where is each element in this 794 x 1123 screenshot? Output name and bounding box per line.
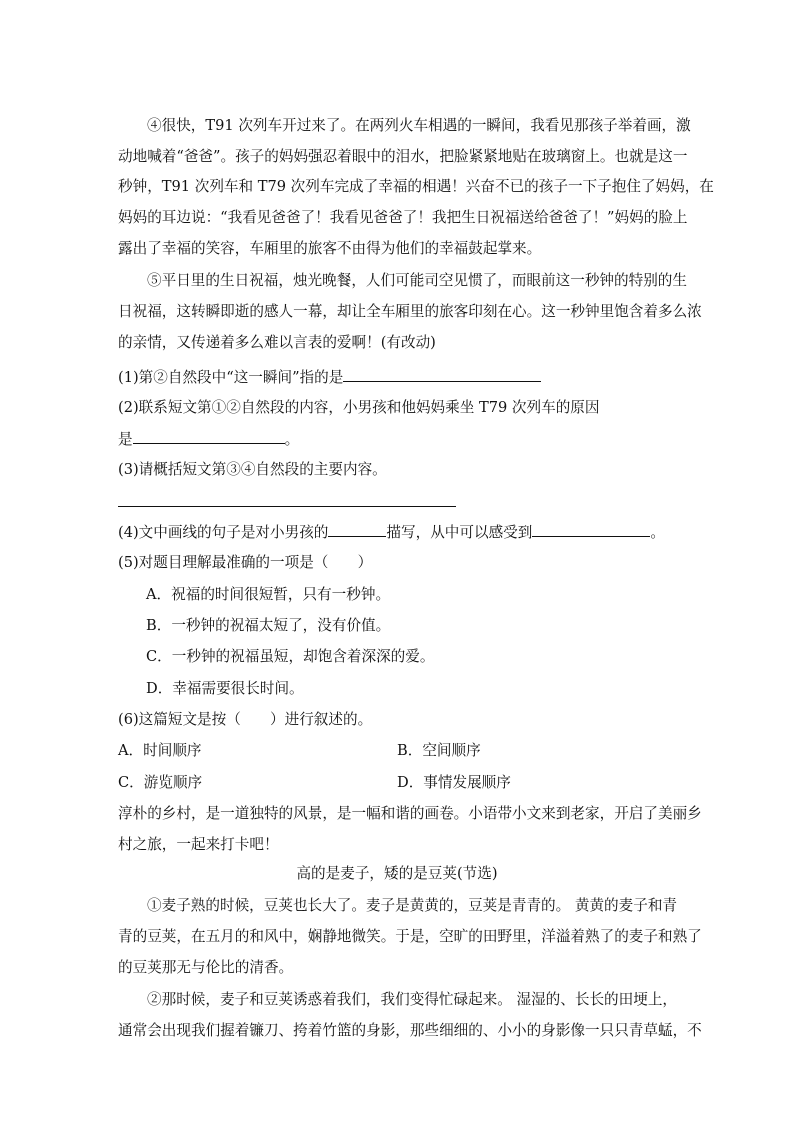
intro-line-2: 村之旅，一起来打卡吧！ — [118, 836, 279, 853]
question-5-option-a[interactable]: A．祝福的时间很短暂，只有一秒钟。 — [146, 586, 391, 603]
question-4 — [0, 522, 794, 543]
answer-blank-q2[interactable] — [133, 429, 285, 444]
question-1 — [0, 367, 794, 388]
question-5-option-d[interactable]: D．幸福需要很长时间。 — [146, 680, 304, 697]
passage1-p5-line-2: 日祝福，这转瞬即逝的感人一幕，却让全车厢里的旅客印刻在心。这一秒钟里饱含着多么浓 — [118, 303, 702, 320]
passage2-p1-line-3: 的豆荚那无与伦比的清香。 — [118, 959, 294, 976]
question-2-suffix: 。 — [284, 431, 300, 448]
question-4-part-1: (4)文中画线的句子是对小男孩的 — [118, 524, 329, 541]
question-2-line-1: (2)联系短文第①②自然段的内容，小男孩和他妈妈乘坐 T79 次列车的原因 — [118, 399, 600, 416]
question-6-option-b[interactable]: B．空间顺序 — [397, 742, 481, 759]
answer-blank-q1[interactable] — [343, 367, 541, 382]
question-5: (5)对题目理解最准确的一项是（ ） — [118, 554, 373, 571]
question-4-part-2: 描写，从中可以感受到 — [386, 524, 533, 541]
passage1-p4-line-3: 秒钟，T91 次列车和 T79 次列车完成了幸福的相遇！兴奋不已的孩子一下子抱住了妈妈，在 — [118, 178, 714, 195]
answer-line-q3[interactable] — [118, 506, 456, 507]
question-2-prefix: 是 — [118, 431, 133, 448]
question-1-text: (1)第②自然段中“这一瞬间”指的是 — [118, 369, 344, 386]
answer-blank-q4-b[interactable] — [532, 522, 650, 537]
passage2-p2-line-1: ②那时候，麦子和豆荚诱惑着我们，我们变得忙碌起来。 湿湿的、长长的田埂上， — [147, 991, 678, 1008]
passage2-p1-line-2: 青的豆荚，在五月的和风中，娴静地微笑。于是，空旷的田野里，洋溢着熟了的麦子和熟了 — [118, 928, 702, 945]
passage2-title: 高的是麦子，矮的是豆荚(节选) — [296, 865, 498, 882]
question-6-option-c[interactable]: C．游览顺序 — [118, 774, 203, 791]
passage1-p4-line-4: 妈妈的耳边说：“我看见爸爸了！我看见爸爸了！我把生日祝福送给爸爸了！”妈妈的脸上 — [118, 209, 688, 226]
passage1-p5-line-3: 的亲情，又传递着多么难以言表的爱啊！(有改动) — [118, 334, 436, 351]
question-2-line-2 — [0, 429, 794, 450]
question-5-option-b[interactable]: B．一秒钟的祝福太短了，没有价值。 — [146, 617, 391, 634]
passage1-p4-line-1: ④很快，T91 次列车开过来了。在两列火车相遇的一瞬间，我看见那孩子举着画，激 — [147, 117, 691, 134]
passage1-p4-line-5: 露出了幸福的笑容，车厢里的旅客不由得为他们的幸福鼓起掌来。 — [118, 240, 542, 257]
question-5-option-c[interactable]: C．一秒钟的祝福虽短，却饱含着深深的爱。 — [146, 648, 435, 665]
passage2-p1-line-1: ①麦子熟的时候，豆荚也长大了。麦子是黄黄的，豆荚是青青的。 黄黄的麦子和青 — [147, 897, 678, 914]
question-6-option-a[interactable]: A．时间顺序 — [118, 742, 202, 759]
passage1-p4-line-2: 动地喊着“爸爸”。孩子的妈妈强忍着眼中的泪水，把脸紧紧地贴在玻璃窗上。也就是这一 — [118, 148, 688, 165]
question-6: (6)这篇短文是按（ ）进行叙述的。 — [118, 711, 373, 728]
passage2-p2-line-2: 通常会出现我们握着镰刀、挎着竹篮的身影，那些细细的、小小的身影像一只只青草蜢，不 — [118, 1022, 702, 1039]
passage1-p5-line-1: ⑤平日里的生日祝福，烛光晚餐，人们可能司空见惯了，而眼前这一秒钟的特别的生 — [147, 272, 687, 289]
answer-blank-q4-a[interactable] — [328, 522, 386, 537]
question-6-option-d[interactable]: D．事情发展顺序 — [397, 774, 511, 791]
question-3: (3)请概括短文第③④自然段的主要内容。 — [118, 461, 387, 478]
question-4-part-3: 。 — [650, 524, 665, 541]
intro-line-1: 淳朴的乡村，是一道独特的风景，是一幅和谐的画卷。小语带小文来到老家，开启了美丽乡 — [118, 805, 702, 822]
